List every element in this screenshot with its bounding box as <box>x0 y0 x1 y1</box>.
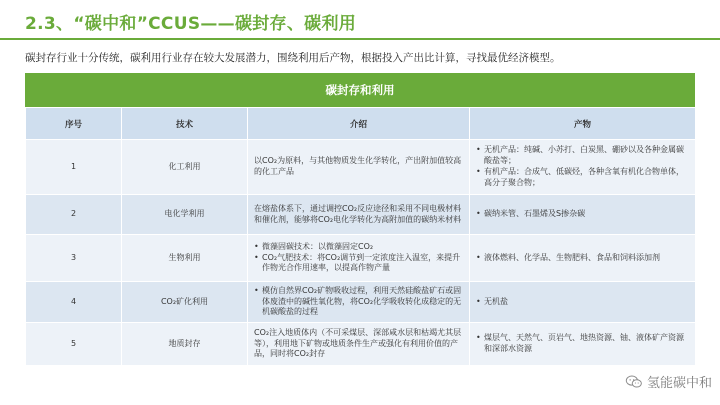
row-tech: 电化学利用 <box>122 195 248 235</box>
row-number: 1 <box>26 140 122 195</box>
table-header: 碳封存和利用 <box>25 73 695 107</box>
row-tech: 地质封存 <box>122 323 248 366</box>
row-tech: 生物利用 <box>122 235 248 282</box>
product-item: • 无机产品：纯碱、小苏打、白炭黑、硼砂以及各种金属碳酸盐等； <box>476 145 689 167</box>
product-item: • 无机盐 <box>476 297 689 308</box>
row-number: 4 <box>26 282 122 323</box>
row-products <box>470 140 696 195</box>
table-row <box>26 235 696 282</box>
watermark <box>625 372 712 391</box>
row-number: 2 <box>26 195 122 235</box>
watermark-text: 氢能碳中和 <box>646 376 712 391</box>
ccus-table <box>25 73 695 366</box>
product-item: • 液体燃料、化学品、生物肥料、食品和饲料添加剂 <box>476 253 689 264</box>
title-bar <box>0 0 720 40</box>
column-header-intro: 介绍 <box>248 108 470 140</box>
column-header-products: 产物 <box>470 108 696 140</box>
row-intro <box>248 282 470 323</box>
intro-item: • 微藻固碳技术：以微藻固定CO₂ <box>254 242 463 253</box>
row-number: 5 <box>26 323 122 366</box>
table-row <box>26 195 696 235</box>
intro-item: • 模仿自然界CO₂矿物吸收过程，利用天然硅酸盐矿石或固体废渣中的碱性氧化物，将CO₂化学吸收转化成稳定的无机碳酸盐的过程 <box>254 286 463 318</box>
table-row <box>26 140 696 195</box>
intro-text: 碳封存行业十分传统，碳利用行业存在较大发展潜力，围绕利用后产物，根据投入产出比计算，寻找最优经济模型。 <box>25 52 561 64</box>
column-header-row <box>26 108 696 140</box>
wechat-icon <box>625 375 643 389</box>
row-intro: 在熔盐体系下，通过调控CO₂反应途径和采用不同电极材料和催化剂，能够将CO₂电化学转化为高附加值的碳纳米材料 <box>248 195 470 235</box>
intro-item: • CO₂气肥技术：将CO₂调节到一定浓度注入温室，来提升作物光合作用速率，以提高作物产量 <box>254 253 463 275</box>
column-header-no: 序号 <box>26 108 122 140</box>
title-underline <box>0 38 720 40</box>
column-header-tech: 技术 <box>122 108 248 140</box>
row-tech: 化工利用 <box>122 140 248 195</box>
row-number: 3 <box>26 235 122 282</box>
row-products <box>470 195 696 235</box>
row-tech: CO₂矿化利用 <box>122 282 248 323</box>
ccus-data-table <box>25 107 696 366</box>
product-item: • 煤层气、天然气、页岩气、地热资源、铀、液体矿产资源和深部水资源 <box>476 333 689 355</box>
row-intro: CO₂注入地质体内（不可采煤层、深部咸水层和枯竭尤其层等），利用地下矿物或地质条件生产或强化有利用价值的产品，同时将CO₂封存 <box>248 323 470 366</box>
row-intro <box>248 235 470 282</box>
row-products <box>470 282 696 323</box>
row-intro: 以CO₂为原料，与其他物质发生化学转化，产出附加值较高的化工产品 <box>248 140 470 195</box>
table-row <box>26 323 696 366</box>
page-title: 2.3、“碳中和”CCUS——碳封存、碳利用 <box>25 14 357 34</box>
table-row <box>26 282 696 323</box>
row-products <box>470 323 696 366</box>
product-item: • 有机产品：合成气、低碳烃，各种含氧有机化合物单体，高分子聚合物； <box>476 167 689 189</box>
product-item: • 碳纳米管、石墨烯及S掺杂碳 <box>476 209 689 220</box>
row-products <box>470 235 696 282</box>
